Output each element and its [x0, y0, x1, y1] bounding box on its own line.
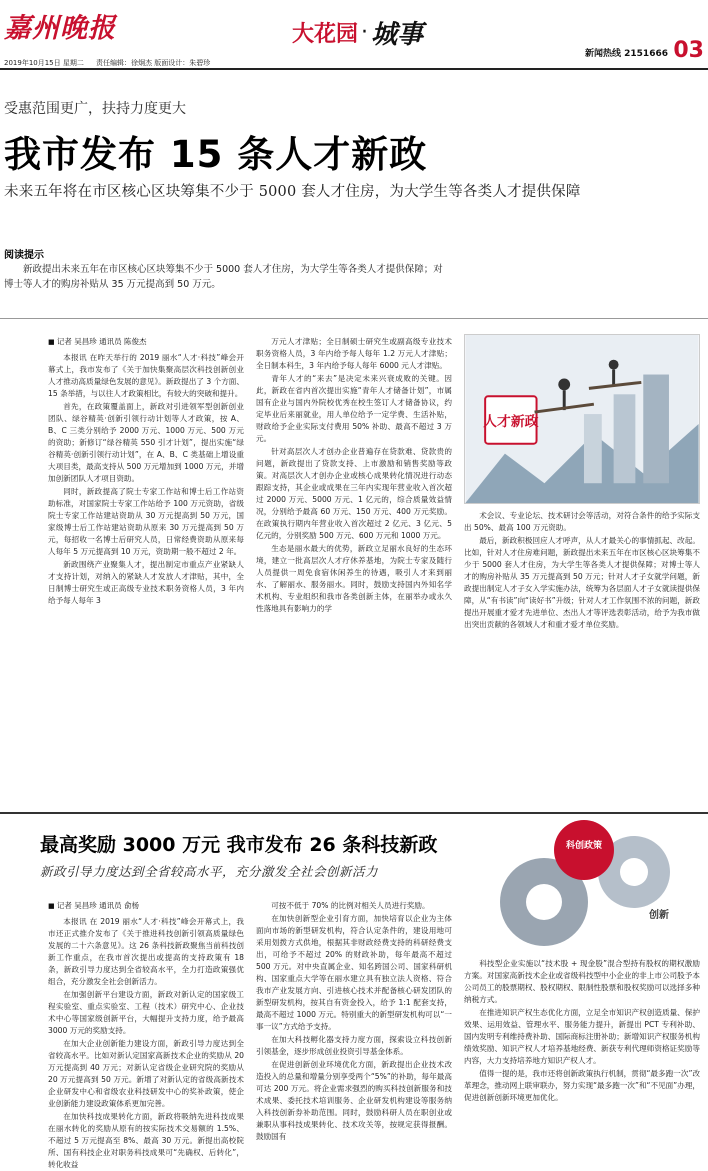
- article1-paragraph: 针对高层次人才创办企业普遍存在贷款难、贷款贵的问题，新政提出了贷款支持、上市激励和销售奖励等政策。对高层次人才创办企业或核心成果转化情况进行动态跟踪支持，其企业或成果在三年内实现年营业收入首次超过 2000 万元、5000 万元、1 亿元的，综合质量效益情况，分别给予最高 60 万元、150 万元、400 万元奖励。在政策执行期内年营业收入首次超过 2 亿元、3 亿元、5 亿元的，分别奖励 500 万元、600 万元和 1000 万元。: [256, 447, 452, 540]
- tech-policy-illustration: [464, 810, 700, 952]
- article2-column-1: [48, 900, 244, 1169]
- article1-paragraph: 万元人才津贴；全日制硕士研究生或副高级专业技术职务资格人员，3 年内给予每人每年 1.2 万元人才津贴；全日制本科生，3 年内给予每人每年 6000 元人才津贴。: [256, 337, 452, 370]
- article2-paragraph: 在促进创新创业环境优化方面，新政提出企业技术改造投入的总量和增量分别享受两个“5%”的补助，每年最高可达 200 万元。将企业需求强烈的购买科技创新服务和技术成果、委托技术培训服务、企业研发机构建设等服务纳入科技创新券补助范围。同时，鼓励科研人员在职创业或兼职从事科技成果转化、技术攻关等，按规定获得报酬。鼓励国有: [256, 1060, 452, 1141]
- newspaper-logo: 嘉州晚报: [4, 13, 116, 44]
- article1-paragraph: 术会议、专业论坛、技术研讨会等活动，对符合条件的给予实际支出 50%、最高 100 万元资助。: [464, 511, 700, 532]
- issue-date: 2019年10月15日 星期二: [4, 59, 84, 67]
- talent-policy-illustration: [464, 334, 700, 504]
- article2-paragraph: 在推进知识产权生态优化方面，立足全市知识产权创造质量、保护效果、运用效益、管理水平、服务能力提升，新提出 PCT 专利补助、国内发明专利维持费补助、国际商标注册补助；新增知识产权服务机构绩效奖励、知识产权人才培养基地经费、新获专利代理师资格证奖励等内容，大力支持培养地方知识产权人才。: [464, 1008, 700, 1065]
- article1-column-1: [48, 336, 244, 798]
- page-number: 03: [673, 38, 704, 63]
- article1-paragraph: 最后，新政积极回应人才呼声，从人才最关心的事情抓起、改起。比如，针对人才住房难问题，新政提出未来五年在市区核心区块筹集不少于 5000 套人才住房，为大学生等各类人才提供保障；对博士等人才的购房补贴从 35 万元提高到 50 万元；针对人才子女就学问题，新政提出制定人才子女入学实施办法，统筹为各层面人才子女就读提供保障，从“有书读”向“读好书”升级；针对人才工作氛围不浓的问题，新政提出开展重才爱才先进单位、杰出人才等评选表彰活动，给予为我市做出突出贡献的各领域人才和重才爱才单位奖励。: [464, 536, 700, 629]
- illustration-caption: 人才新政: [483, 413, 539, 430]
- article2-byline: ■ 记者 吴昌珍 通讯员 俞杨: [48, 900, 244, 912]
- section-separator: ·: [361, 20, 369, 45]
- section-name-black: 城事: [371, 20, 424, 50]
- summary-text: 新政提出未来五年在市区核心区块筹集不少于 5000 套人才住房，为大学生等各类人才提供保障；对博士等人才的购房补贴从 35 万元提高到 50 万元。: [4, 264, 443, 290]
- article1-byline: ■ 记者 吴昌珍 通讯员 陈俊杰: [48, 336, 244, 348]
- article2-paragraph: 在加大科技孵化器支持力度方面，探索设立科技创新引领基金，逐步形成创业投资引导基金体系。: [256, 1035, 452, 1056]
- article2-paragraph: 在加强创新平台建设方面，新政对新认定的国家级工程实验室、重点实验室、工程（技术）研究中心、企业技术中心等国家级创新平台，大幅提升支持力度，给予最高 3000 万元的奖励支持。: [48, 990, 244, 1035]
- article1-paragraph: 青年人才的“来去”是决定未来兴衰成败的关键。因此，新政在省内首次提出实施“青年人才储备计划”，市属国有企业与国内外院校优秀在校生签订人才储备协议，约定毕业后来丽就业，用人单位给予一定学费、生活补贴，财政给予企业实际支付费用 50% 补助、最高不超过 3 万元。: [256, 374, 452, 443]
- article2-column-3: [464, 958, 700, 1158]
- article1-subhead: 未来五年将在市区核心区块筹集不少于 5000 套人才住房，为大学生等各类人才提供保障: [4, 184, 581, 200]
- article2-paragraph: 可按不低于 70% 的比例对相关人员进行奖励。: [271, 901, 430, 910]
- article1-paragraph: 首先，在政策覆盖面上，新政对引进领军型创新创业团队、绿谷精英·创新引领行动计划等人才政策，按 A、B、C 三类分别给予 2000 万元、1000 万元、500 万元的资助；新修订“绿谷精英 550 引才计划”，提出实施“绿谷精英·创新引领行动计划”，在 A、B、C 类基础上增设重大项目类，最高支持从 500 万元增加到 1000 万元，并增加创新团队人才项目资助。: [48, 402, 244, 483]
- summary-label: 阅读提示: [4, 250, 44, 261]
- article2-paragraph: 值得一提的是，我市还将创新政策执行机制，贯彻“最多跑一次”改革理念，推动网上联审联办，努力实现“最多跑一次”和“不见面”办理，促进创新创新环境更加优化。: [464, 1069, 700, 1102]
- article1-paragraph: 本报讯 在昨天举行的 2019 丽水“人才·科技”峰会开幕式上，我市发布了《关于加快集聚高层次科技创新创业人才推动高质量绿色发展的意见》。新政提出了 3 个方面、15 条举措，与以往人才政策相比，有较大的突破和提升。: [48, 353, 244, 398]
- article2-headline: 最高奖励 3000 万元 我市发布 26 条科技新政: [40, 834, 438, 856]
- section-name-red: 大花园: [292, 22, 359, 47]
- masthead-divider: [0, 68, 708, 70]
- summary-divider: [0, 318, 708, 319]
- article1-paragraph: 同时，新政提高了院士专家工作站和博士后工作站资助标准，对国家院士专家工作站给予 100 万元资助，省级院士专家工作站建站资助从 30 万元提高到 50 万元，国家级博士后工作站建站资助从原来 30 万元提高到 50 万元，每招收一名博士后研究人员，日常经费资助从原来每人每年 5 万元提高到 10 万元，资助期一般不超过 2 年。: [48, 487, 244, 556]
- article1-kicker: 受惠范围更广，扶持力度更大: [4, 101, 186, 117]
- illustration-caption-2: 创新: [649, 910, 669, 921]
- illustration-caption-1: 科创政策: [565, 841, 603, 851]
- article2-paragraph: 在加快创新型企业引育方面，加快培育以企业为主体面向市场的新型研发机构，符合认定条件的，建设用地可采用划拨方式供地，根据其非财政经费支持的科研经费支出，可给予不超过 20% 的财政补助，每年最高不超过 500 万元。对中央直属企业、知名跨国公司、国家科研机构、国家重点大学等在丽水建立具有独立法人资格、符合我市产业发展方向、引进核心技术并配备核心研发团队的新型研发机构，按其自有资金投入，给予 1:1 配套支持，最高不超过 1000 万元。特别重大的新型研发机构可以“一事一议”方式给予支持。: [256, 914, 452, 1031]
- article2-paragraph: 本报讯 在 2019 丽水“人才·科技”峰会开幕式上，我市还正式推介发布了《关于推进科技创新引领高质量绿色发展的二十六条意见》。这 26 条科技新政聚焦当前科技创新工作重点，在我市首次提出或提高的支持政策有 18 条，新政引导力度达到全省较高水平，全力打造政策强优组合，充分激发全社会创新活力。: [48, 917, 244, 986]
- article2-paragraph: 科技型企业实施以“技术股 + 现金股”混合型持有股权的期权激励方案。对国家高新技术企业或省级科技型中小企业的非上市公司股予本公司员工的股票期权、股权期权、限制性股票和股权奖励可以选择多种纳税方式。: [464, 959, 700, 1004]
- article1-column-3: [464, 510, 700, 798]
- news-hotline: 新闻热线 2151666: [585, 49, 668, 59]
- article1-headline: 我市发布 15 条人才新政: [4, 133, 428, 176]
- article2-paragraph: 在加大企业创新能力建设方面，新政引导力度达到全省较高水平。比如对新认定国家高新技术企业的奖励从 20 万元提高到 40 万元；对新认定省级企业研究院的奖励从 20 万元提高到 50 万元。新增了对新认定的省级高新技术企业研发中心和省级农业科技研发中心的奖补政策，使企业创新能力建设政策体系更加完善。: [48, 1039, 244, 1108]
- section-title: [292, 14, 423, 51]
- article1-paragraph: 生态是丽水最大的优势，新政立足丽水良好的生态环境，建立一批高层次人才疗休养基地，为院士专家及随行人员提供一周免食宿休闲养生的待遇，吸引人才来到丽水、了解丽水、服务丽水。同时，鼓励支持国内外知名学术机构、专业组织和我市各类创新主体，在丽举办或永久性落地具有影响力的学: [256, 544, 452, 613]
- article2-column-2: [256, 900, 452, 1158]
- article1-paragraph: 新政围绕产业聚集人才，提出制定市重点产业紧缺人才支持计划，对纳入的紧缺人才发放人才津贴，其中，全日制博士研究生或正高级专业技术职务资格人员，3 年内给予每人每年 3: [48, 560, 244, 605]
- editor-credits: 责任编辑：徐炯杰 版面设计：朱碧珍: [96, 59, 211, 67]
- article2-paragraph: 在加快科技成果转化方面，新政将吸纳先进科技成果在丽水转化的奖励从原有的按实际技术交易额的 1.5%、不超过 5 万元提高至 8%、最高 30 万元。新提出高校院所、国有科技企业对职务科技成果可“先确权、后转化”，转化收益: [48, 1112, 244, 1169]
- article2-subhead: 新政引导力度达到全省较高水平，充分激发全社会创新活力: [40, 864, 379, 879]
- article1-column-2: [256, 336, 452, 798]
